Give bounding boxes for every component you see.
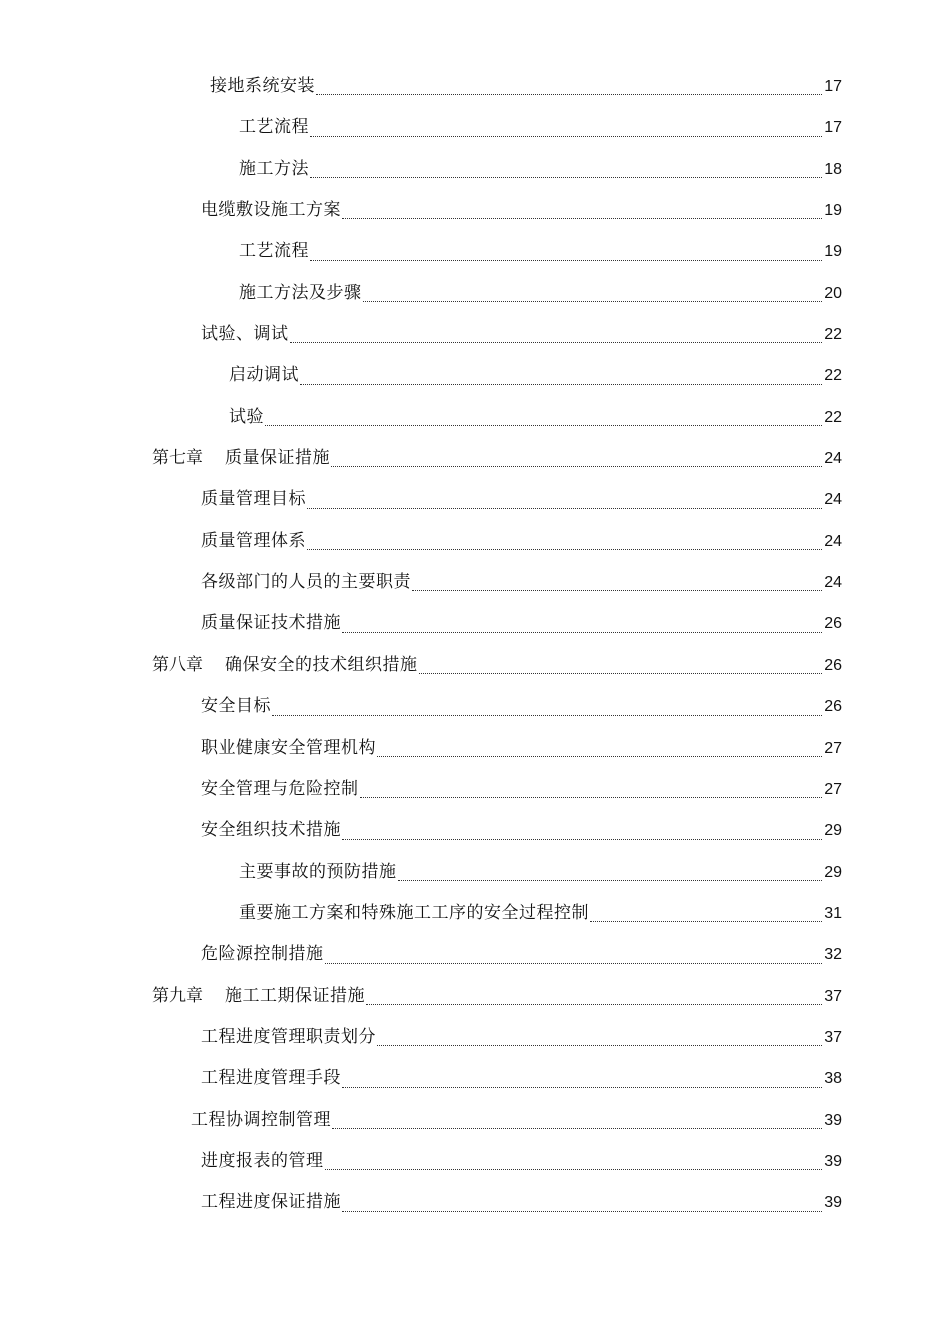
toc-page-number: 39 — [824, 1152, 842, 1170]
toc-entry-title: 工艺流程 — [239, 117, 309, 138]
toc-page-number: 39 — [824, 1111, 842, 1129]
toc-entry-title: 工程协调控制管理 — [191, 1109, 331, 1130]
toc-entry-title: 安全组织技术措施 — [201, 820, 341, 841]
toc-page-number: 19 — [824, 202, 842, 220]
toc-page-number: 24 — [824, 532, 842, 550]
toc-dot-leader — [300, 384, 822, 385]
toc-entry-title: 主要事故的预防措施 — [239, 861, 397, 882]
toc-page-number: 22 — [824, 326, 842, 344]
toc-entry[interactable] — [0, 149, 950, 190]
toc-entry[interactable] — [0, 1017, 950, 1058]
toc-entry[interactable] — [0, 107, 950, 148]
toc-entry[interactable] — [0, 1058, 950, 1099]
toc-dot-leader — [342, 839, 822, 840]
toc-entry[interactable] — [0, 562, 950, 603]
toc-entry[interactable] — [0, 934, 950, 975]
toc-page-number: 26 — [824, 615, 842, 633]
toc-dot-leader — [310, 260, 822, 261]
toc-entry[interactable] — [0, 438, 950, 479]
toc-entry[interactable] — [0, 479, 950, 520]
toc-page-number: 37 — [824, 987, 842, 1005]
toc-dot-leader — [332, 1128, 822, 1129]
toc-entry-title: 电缆敷设施工方案 — [201, 200, 341, 221]
toc-dot-leader — [316, 94, 822, 95]
toc-dot-leader — [377, 1045, 822, 1046]
toc-page-number: 27 — [824, 739, 842, 757]
toc-page-number: 39 — [824, 1194, 842, 1212]
toc-page-number: 26 — [824, 698, 842, 716]
toc-entry[interactable] — [0, 852, 950, 893]
toc-entry-title: 施工方法及步骤 — [239, 282, 362, 303]
toc-page-number: 26 — [824, 656, 842, 674]
toc-dot-leader — [325, 963, 823, 964]
toc-page-number: 19 — [824, 243, 842, 261]
toc-entry[interactable] — [0, 397, 950, 438]
toc-dot-leader — [590, 921, 822, 922]
toc-dot-leader — [342, 1211, 822, 1212]
toc-entry-title: 安全管理与危险控制 — [201, 778, 359, 799]
toc-dot-leader — [360, 797, 823, 798]
toc-dot-leader — [290, 342, 823, 343]
toc-dot-leader — [363, 301, 823, 302]
toc-entry-title: 启动调试 — [229, 365, 299, 386]
toc-entry[interactable] — [0, 686, 950, 727]
toc-dot-leader — [342, 632, 822, 633]
toc-entry[interactable] — [0, 231, 950, 272]
toc-entry[interactable] — [0, 893, 950, 934]
toc-entry-title: 质量管理目标 — [201, 489, 306, 510]
toc-entry-title: 工程进度管理手段 — [201, 1068, 341, 1089]
toc-dot-leader — [366, 1004, 822, 1005]
toc-page-number: 20 — [824, 284, 842, 302]
toc-dot-leader — [377, 756, 822, 757]
toc-dot-leader — [342, 1087, 822, 1088]
toc-dot-leader — [307, 508, 822, 509]
toc-dot-leader — [265, 425, 822, 426]
toc-dot-leader — [325, 1169, 823, 1170]
toc-chapter-number: 第七章 — [152, 448, 203, 469]
toc-dot-leader — [331, 466, 822, 467]
toc-entry[interactable] — [0, 355, 950, 396]
toc-entry[interactable] — [0, 728, 950, 769]
toc-entry-title: 工程进度保证措施 — [201, 1192, 341, 1213]
toc-dot-leader — [412, 590, 822, 591]
toc-entry-title: 施工方法 — [239, 158, 309, 179]
toc-dot-leader — [342, 218, 822, 219]
toc-page-number: 32 — [824, 946, 842, 964]
toc-entry[interactable] — [0, 1141, 950, 1182]
toc-entry[interactable] — [0, 1182, 950, 1223]
toc-dot-leader — [398, 880, 823, 881]
toc-entry[interactable] — [0, 521, 950, 562]
toc-entry-title: 质量管理体系 — [201, 530, 306, 551]
toc-chapter-number: 第九章 — [152, 985, 203, 1006]
toc-entry-title: 进度报表的管理 — [201, 1150, 324, 1171]
toc-entry-title: 安全目标 — [201, 696, 271, 717]
toc-page-number: 17 — [824, 119, 842, 137]
toc-chapter-number: 第八章 — [152, 654, 203, 675]
toc-entry-title: 工艺流程 — [239, 241, 309, 262]
toc-dot-leader — [307, 549, 822, 550]
toc-dot-leader — [310, 177, 822, 178]
toc-entry[interactable] — [0, 314, 950, 355]
toc-page-number: 31 — [824, 904, 842, 922]
toc-entry-title: 质量保证措施 — [225, 448, 330, 469]
toc-entry-title: 试验、调试 — [201, 324, 289, 345]
toc-entry[interactable] — [0, 810, 950, 851]
toc-entry-title: 施工工期保证措施 — [225, 985, 365, 1006]
toc-entry[interactable] — [0, 66, 950, 107]
toc-page-number: 38 — [824, 1070, 842, 1088]
toc-dot-leader — [272, 715, 822, 716]
toc-entry-title: 危险源控制措施 — [201, 944, 324, 965]
toc-entry[interactable] — [0, 603, 950, 644]
toc-page-number: 18 — [824, 160, 842, 178]
toc-dot-leader — [419, 673, 823, 674]
toc-page-number: 29 — [824, 822, 842, 840]
toc-page-number: 27 — [824, 780, 842, 798]
toc-page-number: 24 — [824, 491, 842, 509]
toc-entry[interactable] — [0, 769, 950, 810]
toc-entry-title: 试验 — [229, 406, 264, 427]
toc-dot-leader — [310, 136, 822, 137]
table-of-contents — [0, 66, 950, 1224]
toc-page-number: 29 — [824, 863, 842, 881]
toc-entry[interactable] — [0, 645, 950, 686]
toc-page-number: 37 — [824, 1028, 842, 1046]
toc-entry-title: 职业健康安全管理机构 — [201, 737, 376, 758]
toc-entry-title: 工程进度管理职责划分 — [201, 1026, 376, 1047]
toc-entry-title: 重要施工方案和特殊施工工序的安全过程控制 — [239, 902, 589, 923]
toc-entry-title: 确保安全的技术组织措施 — [225, 654, 418, 675]
toc-page-number: 22 — [824, 367, 842, 385]
toc-entry[interactable] — [0, 190, 950, 231]
toc-entry-title: 接地系统安装 — [210, 76, 315, 96]
toc-page-number: 17 — [824, 78, 842, 95]
toc-entry[interactable] — [0, 273, 950, 314]
toc-page-number: 24 — [824, 574, 842, 592]
toc-page-number: 22 — [824, 408, 842, 426]
toc-entry-title: 各级部门的人员的主要职责 — [201, 572, 411, 593]
toc-entry[interactable] — [0, 976, 950, 1017]
toc-entry-title: 质量保证技术措施 — [201, 613, 341, 634]
toc-entry[interactable] — [0, 1100, 950, 1141]
toc-page-number: 24 — [824, 450, 842, 468]
